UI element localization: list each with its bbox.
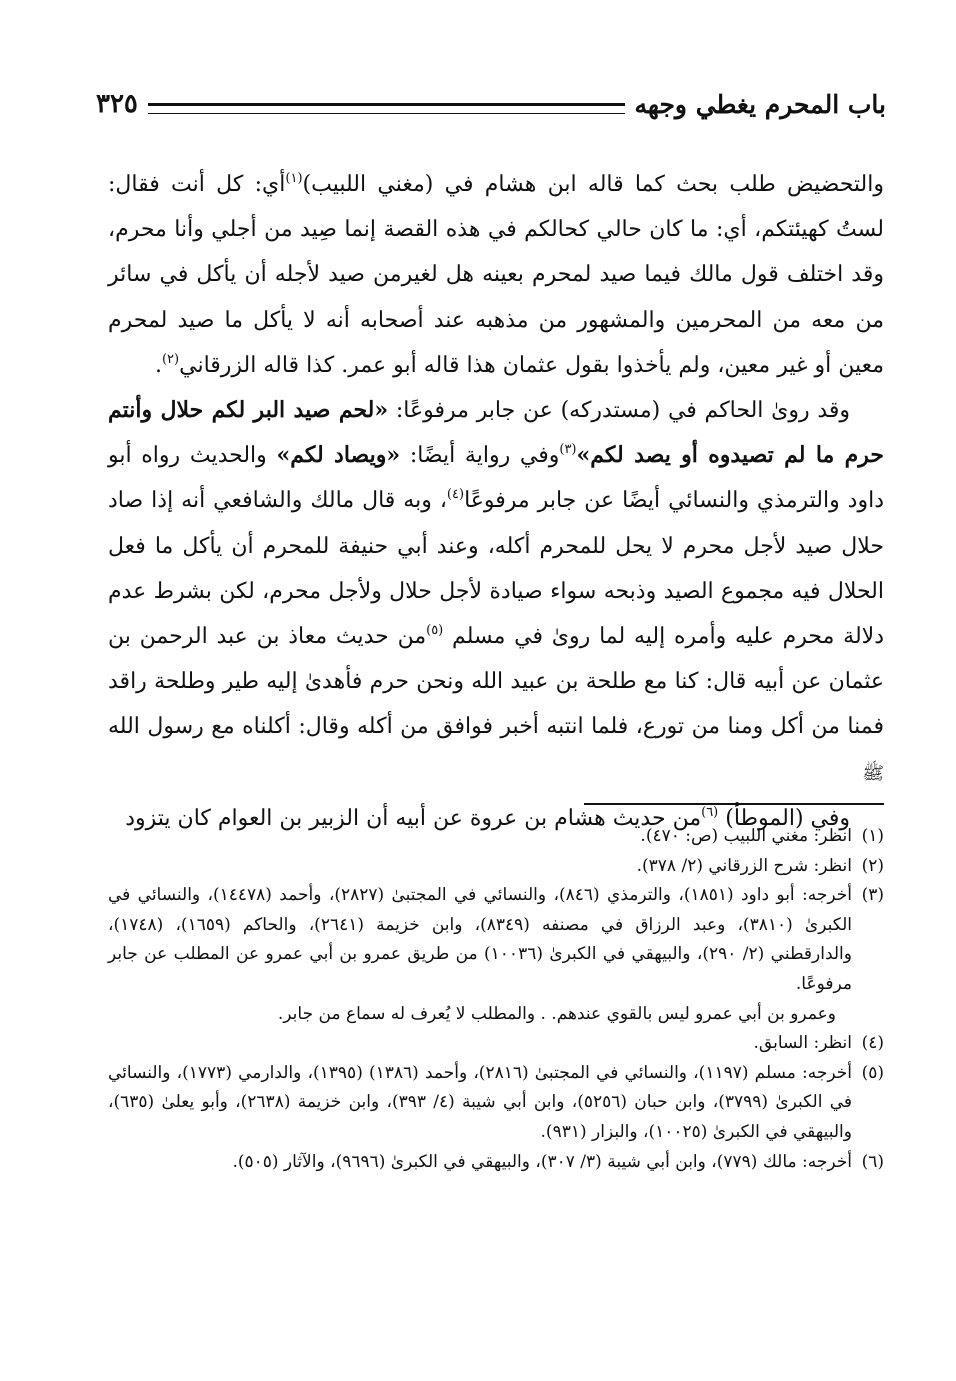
- footnote-text: انظر: مغني اللبيب (ص: ٤٧٠).: [640, 826, 852, 846]
- paragraph-2-text-e: من حديث معاذ بن عبد الرحمن بن عثمان عن أبيه قال: كنا مع طلحة بن عبيد الله ونحن حرم فأهدىٰ إليه طير وطلحة راقد فمنا من أكل ومنا من تورع، فلما انتبه أخبر فوافق من أكله وقال: أكلناه مع رسول الله: [108, 624, 884, 740]
- paragraph-2-text-a: وقد روىٰ الحاكم في (مستدركه) عن جابر مرفوعًا:: [395, 398, 851, 424]
- footnote-ref-2[interactable]: (٢): [161, 351, 180, 367]
- footnote-ref-5[interactable]: (٥): [426, 623, 444, 639]
- footnote-1: [108, 822, 884, 852]
- footnote-ref-3[interactable]: (٣): [559, 442, 577, 458]
- footnote-5: [108, 1059, 884, 1148]
- footnote-number: (٣): [861, 885, 884, 906]
- paragraph-1: [108, 162, 884, 388]
- header-rule: [148, 103, 625, 114]
- footnote-text: أخرجه: أبو داود (١٨٥١)، والترمذي (٨٤٦)، والنسائي في المجتبىٰ (٢٨٢٧)، وأحمد (١٤٤٧٨)، والنسائي في الكبرىٰ (٣٨١٠)، وعبد الرزاق في مصنفه (٨٣٤٩)، وابن خزيمة (٢٦٤١)، والحاكم (١٦٥٩)، (١٧٤٨)، والدارقطني (٢/ ٢٩٠)، والبيهقي في الكبرىٰ (١٠٠٣٦) من طريق عمرو بن أبي عمرو عن المطلب عن جابر مرفوعًا.: [108, 885, 852, 994]
- chapter-title: باب المحرم يغطي وجهه: [634, 89, 886, 119]
- paragraph-3-text-b: من حديث هشام بن عروة عن أبيه أن الزبير بن العوام كان يتزود: [125, 805, 702, 831]
- hadith-quote-1: «لحم صيد البر لكم حلال وأنتم حرم ما لم تصيدوه أو يصد لكم»: [108, 397, 885, 469]
- footnote-ref-6[interactable]: (٦): [701, 804, 719, 820]
- footnote-number: (١): [861, 826, 884, 846]
- footnote-text: أخرجه: مالك (٧٧٩)، وابن أبي شيبة (٣/ ٣٠٧)، والبيهقي في الكبرىٰ (٩٦٩٦)، والآثار (٥٠٥).: [232, 1151, 852, 1172]
- footnote-number: (٥): [861, 1062, 884, 1083]
- footnote-text: أخرجه: مسلم (١١٩٧)، والنسائي في المجتبىٰ (٢٨١٦)، وأحمد (١٣٨٦) (١٣٩٥)، والدارمي (١٧٧٣)، والنسائي في الكبرىٰ (٣٧٩٩)، وابن حبان (٥٢٥٦)، وابن أبي شيبة (٤/ ٣٩٣)، وابن خزيمة (٢٦٣٨)، وأبو يعلىٰ (٦٣٥)، والبيهقي في الكبرىٰ (١٠٠٢٥)، والبزار (٩٣١).: [108, 1062, 853, 1142]
- footnote-3: [108, 881, 884, 999]
- paragraph-2-text-d: ، وبه قال مالك والشافعي أنه إذا صاد حلال صيد لأجل محرم لا يحل للمحرم أكله، وعند أبي حنيفة للمحرم أن يأكل ما فعل الحلال فيه مجموع الصيد وذبحه سواء صيادة لأجل حلال ولأجل محرم، لكن بشرط عدم دلالة محرم عليه وأمره إليه لما روىٰ في مسلم: [108, 488, 884, 650]
- footnote-text: انظر: شرح الزرقاني (٢/ ٣٧٨).: [636, 855, 852, 876]
- footnotes: [108, 822, 884, 1177]
- footnote-number: (٦): [861, 1151, 884, 1172]
- paragraph-2: [108, 388, 884, 796]
- running-header: [96, 84, 886, 124]
- paragraph-1-text: والتحضيض طلب بحث كما قاله ابن هشام في (مغني اللبيب): [302, 172, 884, 197]
- footnote-number: (٤): [861, 1033, 884, 1054]
- footnote-3-comment: [108, 1000, 884, 1030]
- footnote-ref-4[interactable]: (٤): [446, 487, 465, 503]
- salawat-glyph: ﷺ: [862, 762, 884, 784]
- footnote-text: انظر: السابق.: [753, 1033, 852, 1054]
- footnote-separator: [584, 803, 884, 805]
- paragraph-2-text-b: وفي رواية أيضًا:: [409, 443, 560, 469]
- paragraph-2-text-c: والحديث رواه أبو داود والترمذي والنسائي أيضًا عن جابر مرفوعًا: [108, 443, 885, 514]
- main-text: [108, 162, 884, 841]
- footnote-2: [108, 852, 884, 882]
- footnote-4: [108, 1029, 884, 1059]
- paragraph-1-end: .: [154, 352, 162, 378]
- footnote-ref-1[interactable]: (١): [285, 171, 303, 186]
- hadith-quote-2: «ويصاد لكم»: [276, 442, 401, 469]
- footnote-text: وعمرو بن أبي عمرو ليس بالقوي عندهم. . والمطلب لا يُعرف له سماع من جابر.: [277, 1003, 836, 1024]
- paragraph-3-text-a: وفي (الموطأ): [725, 805, 850, 831]
- footnote-number: (٢): [861, 855, 884, 876]
- footnote-6: [108, 1148, 884, 1178]
- page-number: ٣٢٥: [96, 89, 138, 119]
- paragraph-1-text-cont: أي: كل أنت فقال: لستُ كهيئتكم، أي: ما كان حالي كحالكم في هذه القصة إنما صِيد من أجلي وأنا محرم، وقد اختلف قول مالك فيما صيد لمحرم بعينه هل لغيرمن صيد لأجله أن يأكل في سائر من معه من المحرمين والمشهور من مذهبه عند أصحابه أنه لا يأكل ما صيد لمحرم معين أو غير معين، ولم يأخذوا بقول عثمان هذا قاله أبو عمر. كذا قاله الزرقاني: [108, 172, 885, 378]
